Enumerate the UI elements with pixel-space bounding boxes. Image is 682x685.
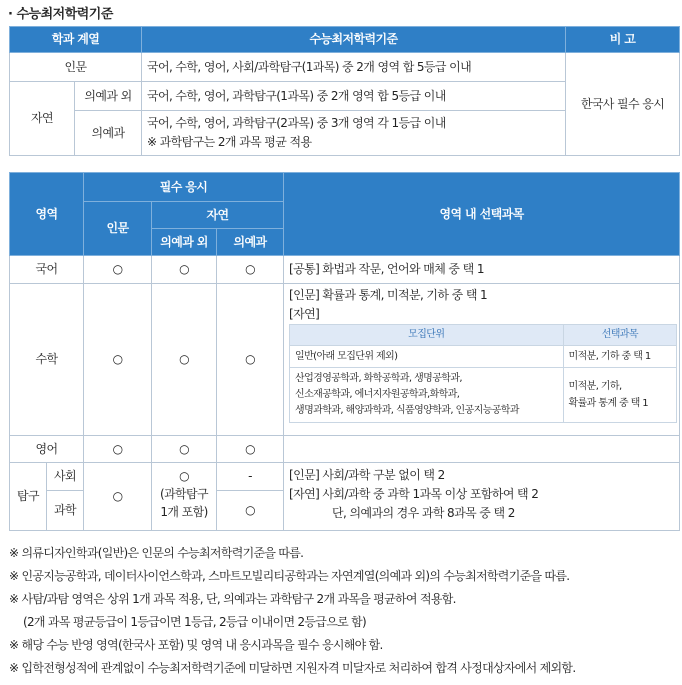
tamgu-med-social: - <box>217 463 284 491</box>
tamgu-med-science-mark: ○ <box>217 491 284 531</box>
math-med-mark: ○ <box>217 284 284 436</box>
math-inmun-text: [인문] 확률과 통계, 미적분, 기하 중 택 1 <box>289 288 488 302</box>
special-subject-line: 확률과 통계 중 택 1 <box>568 398 649 409</box>
row-med-text <box>142 111 566 156</box>
math-unit-table <box>289 324 677 423</box>
tamgu-non-med-note-2: 1개 포함) <box>160 505 208 519</box>
math-jayeon-text: [자연] <box>289 307 320 321</box>
row-jayeon-label: 자연 <box>10 82 75 156</box>
inner-row-special-subject <box>563 368 677 423</box>
tamgu-inmun-mark: ○ <box>84 463 152 531</box>
tamgu-science-label: 과학 <box>47 491 84 531</box>
special-unit-line: 신소재공학과, 에너지자원공학과,화학과, <box>295 389 460 400</box>
inner-row-general-subject: 미적분, 기하 중 택 1 <box>563 346 677 368</box>
math-inmun-mark: ○ <box>84 284 152 436</box>
note-5: ※ 입학전형성적에 관계없이 수능최저학력기준에 미달하면 지원자격 미달자로 처리하여 합격 사정대상자에서 제외함. <box>9 661 576 675</box>
header-non-med: 의예과 외 <box>152 229 217 256</box>
inner-row-general-unit: 일반(아래 모집단위 제외) <box>290 346 563 368</box>
header-med: 의예과 <box>217 229 284 256</box>
header-required: 필수 응시 <box>84 173 284 202</box>
row-med-label: 의예과 <box>75 111 142 156</box>
required-subjects-table <box>9 172 680 531</box>
row-inmun-text: 국어, 수학, 영어, 사회/과학탐구(1과목) 중 2개 영역 합 5등급 이내 <box>142 53 566 82</box>
area-tamgu: 탐구 <box>10 463 47 531</box>
tamgu-text-1: [인문] 사회/과학 구분 없이 택 2 <box>289 468 445 482</box>
note-1: ※ 의류디자인학과(일반)은 인문의 수능최저학력기준을 따름. <box>9 546 304 560</box>
header-criteria: 수능최저학력기준 <box>142 27 566 53</box>
math-elective <box>284 284 680 436</box>
note-3: ※ 사탐/과탐 영역은 상위 1개 과목 적용, 단, 의예과는 과학탐구 2개 과목을 평균하여 적용함. <box>9 592 456 606</box>
tamgu-elective <box>284 463 680 531</box>
header-inmun: 인문 <box>84 202 152 256</box>
area-math: 수학 <box>10 284 84 436</box>
note-3-detail: (2개 과목 평균등급이 1등급이면 1등급, 2등급 이내이면 2등급으로 함) <box>23 615 366 629</box>
note-2: ※ 인공지능공학과, 데이터사이언스학과, 스마트모빌리티공학과는 자연계열(의예과 외)의 수능최저학력기준을 따름. <box>9 569 570 583</box>
med-text-line-2: ※ 과학탐구는 2개 과목 평균 적용 <box>147 135 312 149</box>
section-title: · 수능최저학력기준 <box>8 7 113 22</box>
tamgu-non-med-note-1: (과학탐구 <box>159 487 209 501</box>
header-area: 영역 <box>10 173 84 256</box>
min-standard-table <box>9 26 680 156</box>
special-unit-line: 생명과학과, 해양과학과, 식품영양학과, 인공지능공학과 <box>295 405 519 416</box>
header-jayeon: 자연 <box>152 202 284 229</box>
english-inmun-mark: ○ <box>84 436 152 463</box>
row-non-med-text: 국어, 수학, 영어, 과학탐구(1과목) 중 2개 영역 합 5등급 이내 <box>142 82 566 111</box>
tamgu-social-label: 사회 <box>47 463 84 491</box>
header-remark: 비 고 <box>566 27 680 53</box>
row-inmun-label: 인문 <box>10 53 142 82</box>
special-subject-line: 미적분, 기하, <box>568 381 622 392</box>
row-non-med-label: 의예과 외 <box>75 82 142 111</box>
tamgu-non-med-cell <box>152 463 217 531</box>
remark-text: 한국사 필수 응시 <box>566 53 680 156</box>
inner-row-special-unit <box>290 368 563 423</box>
med-text-line-1: 국어, 수학, 영어, 과학탐구(2과목) 중 3개 영역 각 1등급 이내 <box>147 116 446 130</box>
korean-non-med-mark: ○ <box>152 256 217 284</box>
inner-header-unit: 모집단위 <box>290 325 563 346</box>
english-elective <box>284 436 680 463</box>
korean-med-mark: ○ <box>217 256 284 284</box>
english-non-med-mark: ○ <box>152 436 217 463</box>
note-4: ※ 해당 수능 반영 영역(한국사 포함) 및 영역 내 응시과목을 필수 응시해야 함. <box>9 638 383 652</box>
english-med-mark: ○ <box>217 436 284 463</box>
area-korean: 국어 <box>10 256 84 284</box>
tamgu-non-med-mark: ○ <box>179 469 189 483</box>
inner-header-subject: 선택과목 <box>563 325 677 346</box>
korean-elective: [공통] 화법과 작문, 언어와 매체 중 택 1 <box>284 256 680 284</box>
math-non-med-mark: ○ <box>152 284 217 436</box>
korean-inmun-mark: ○ <box>84 256 152 284</box>
special-unit-line: 산업경영공학과, 화학공학과, 생명공학과, <box>295 373 462 384</box>
tamgu-text-3: 단, 의예과의 경우 과학 8과목 중 택 2 <box>332 506 515 520</box>
area-english: 영어 <box>10 436 84 463</box>
header-department: 학과 계열 <box>10 27 142 53</box>
notes <box>9 542 681 680</box>
tamgu-text-2: [자연] 사회/과학 중 과학 1과목 이상 포함하여 택 2 <box>289 487 539 501</box>
header-elective: 영역 내 선택과목 <box>284 173 680 256</box>
